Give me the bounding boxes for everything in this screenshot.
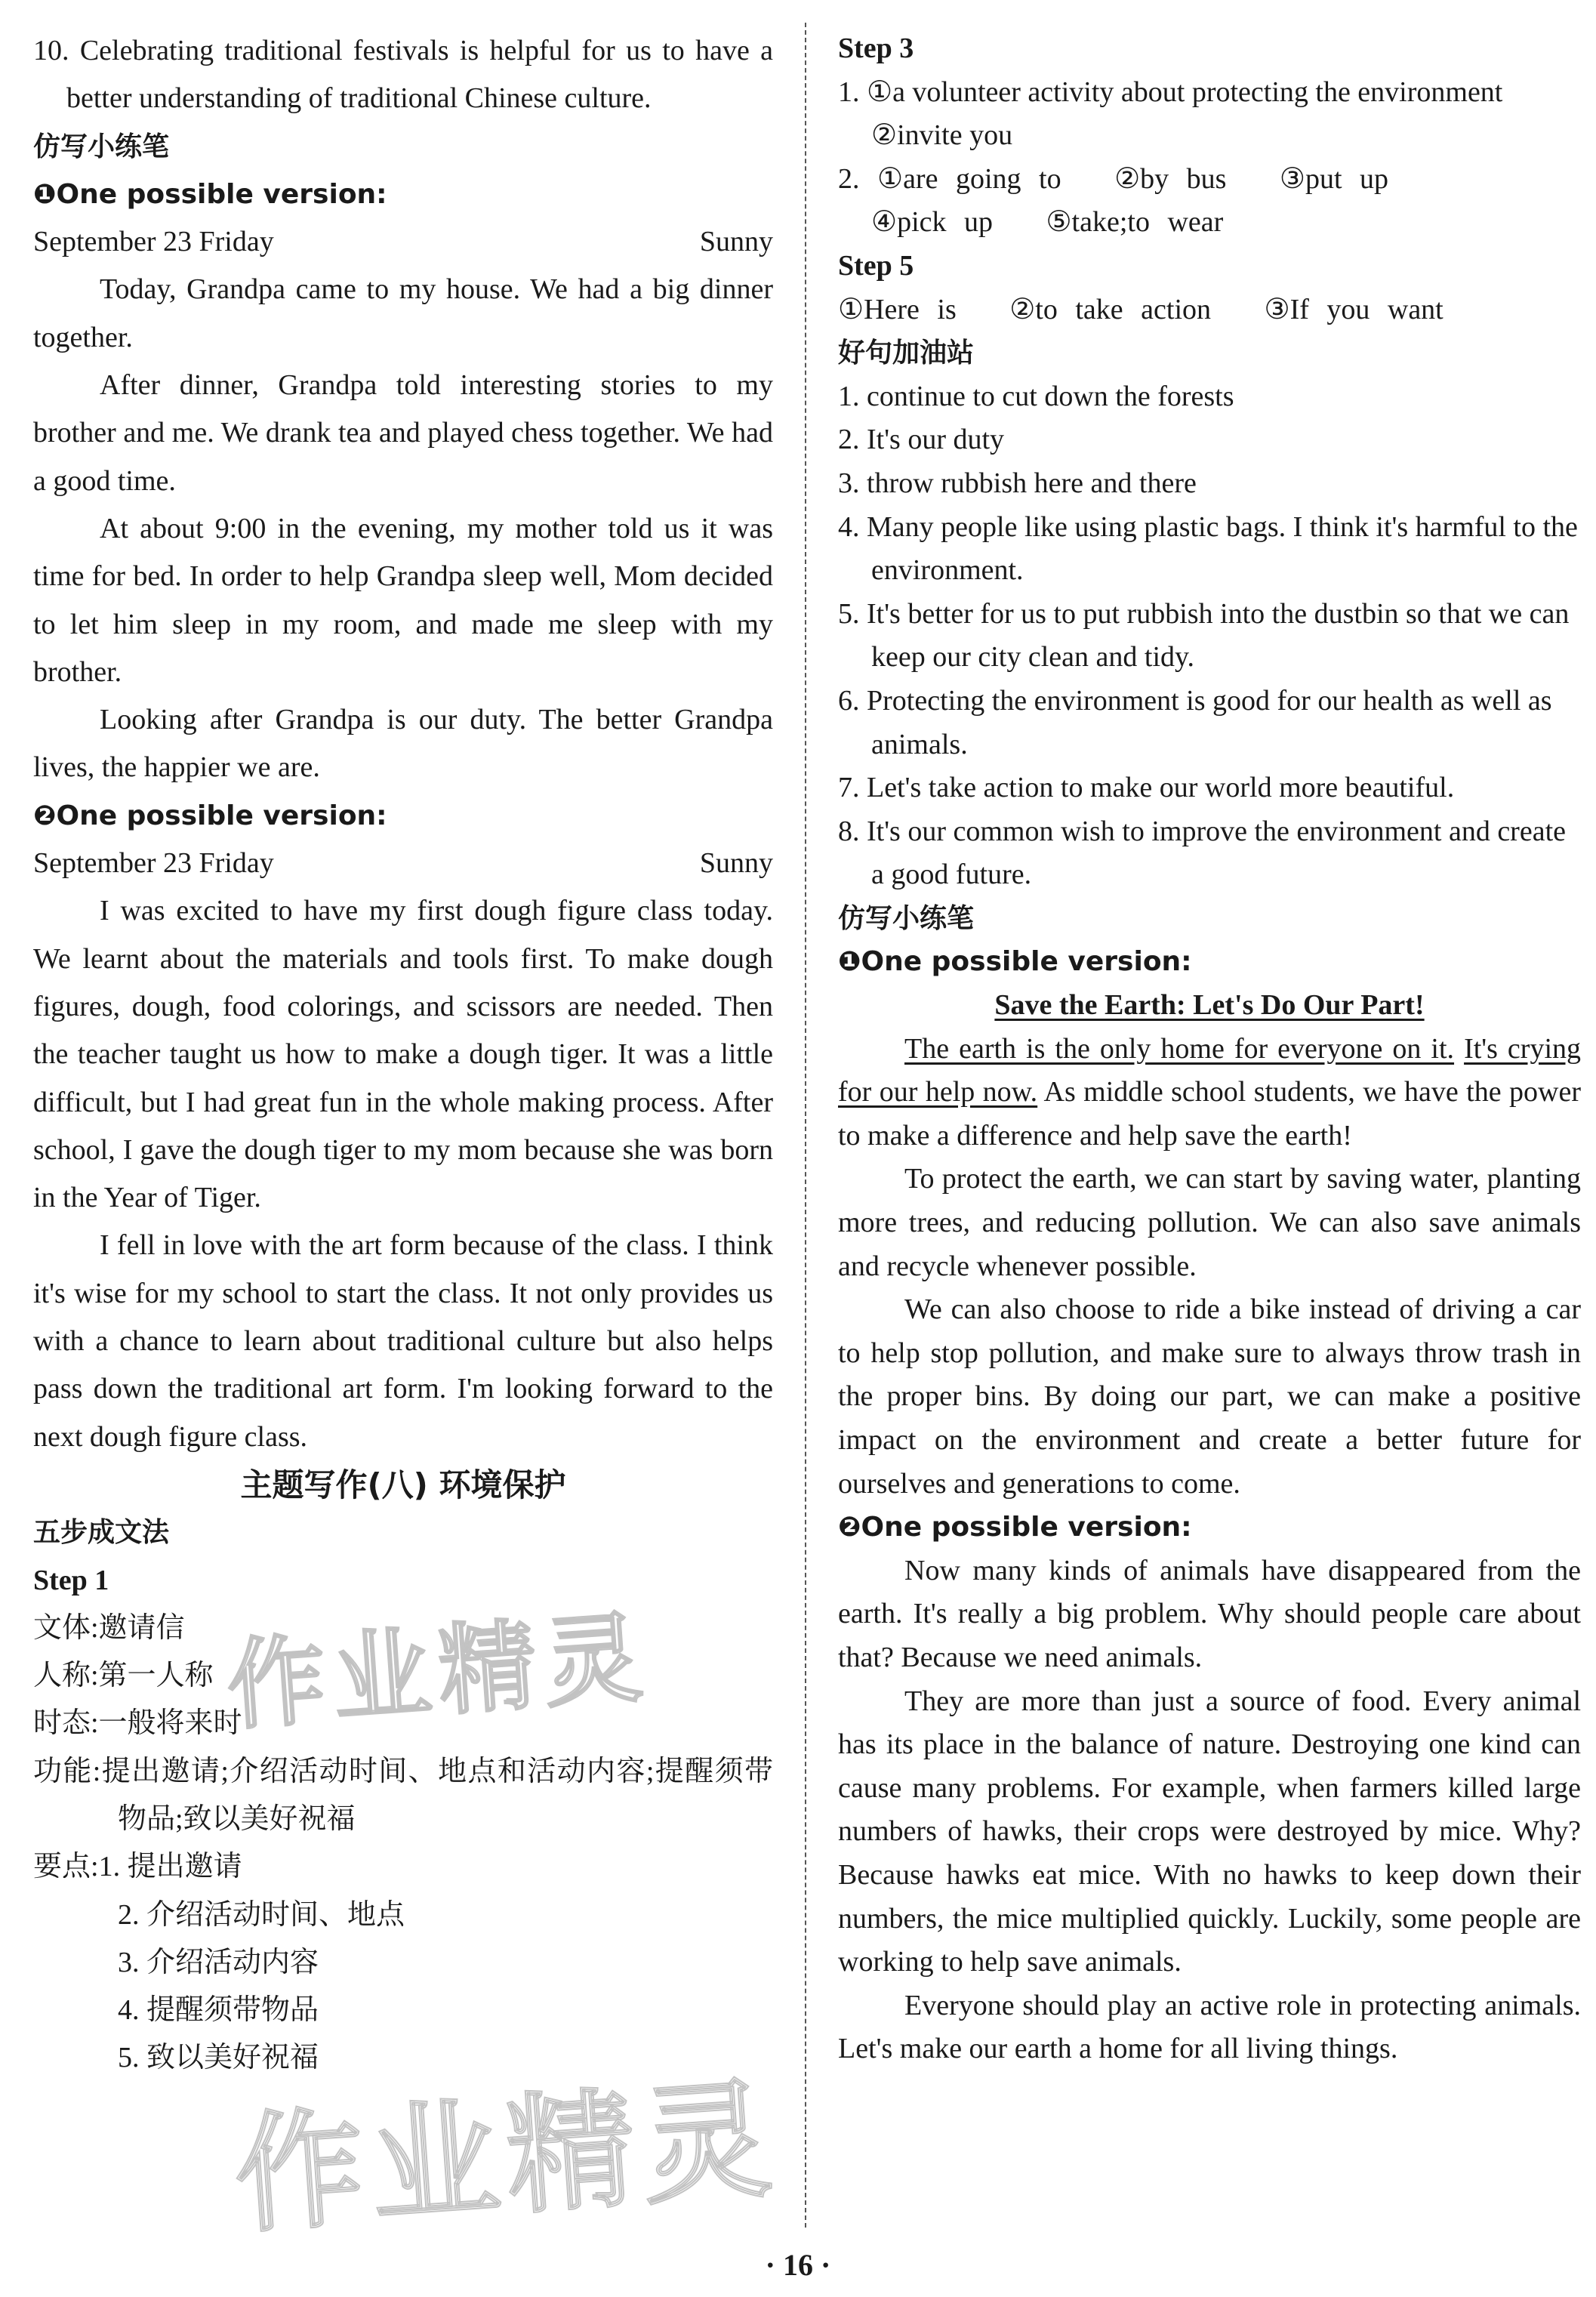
watermark: 作业精灵 [223, 1599, 654, 1744]
paragraph [838, 1028, 1581, 1158]
genre-line: 文体:邀请信 [33, 1611, 185, 1644]
paragraph: At about 9:00 in the evening, my mother told us it was time for bed. In order to help Grandpa sleep well, Mom decided to let him sleep in my room, and made me sleep with my brother. [33, 512, 773, 688]
answer-item-10: 10. Celebrating traditional festivals is helpful for us to have a better understanding of traditional Chinese culture. [33, 35, 773, 115]
topic-sentence: It's crying for our help now. [838, 1032, 1581, 1108]
topic-title: 主题写作(八) 环境保护 [240, 1466, 566, 1503]
sentence-item: 7. Let's take action to make our world more beautiful. [838, 772, 1455, 804]
step3-item-1-cont: ②invite you [871, 119, 1013, 152]
step3-item-2: 2. ①are going to ②by bus ③put up [838, 162, 1389, 195]
keypoint: 2. 介绍活动时间、地点 [118, 1898, 405, 1931]
tense-line: 时态:一般将来时 [33, 1707, 242, 1740]
keypoints-line [33, 1843, 773, 1891]
diary-date: September 23 Friday [33, 847, 274, 880]
step-1-heading: Step 1 [33, 1564, 109, 1596]
step3-item-2-cont: ④pick up ⑤take;to wear [871, 206, 1224, 239]
practice-heading: 仿写小练笔 [33, 131, 170, 162]
function-line: 功能:提出邀请;介绍活动时间、地点和活动内容;提醒须带物品;致以美好祝福 [33, 1755, 773, 1835]
paragraph: Now many kinds of animals have disappeared from the earth. It's really a big problem. Why should people care about that? Because we need animals. [838, 1554, 1581, 1673]
paragraph: Everyone should play an active role in protecting animals. Let's make our earth a home for all living things. [838, 1989, 1581, 2065]
keypoint: 1. 提出邀请 [98, 1851, 242, 1883]
practice-heading: 仿写小练笔 [838, 902, 975, 934]
sentence-item: 8. It's our common wish to improve the environment and create a good future. [838, 815, 1566, 891]
diary-header [33, 840, 773, 887]
diary-header [33, 218, 773, 266]
paragraph: After dinner, Grandpa told interesting stories to my brother and me. We drank tea and played chess together. We had a good time. [33, 369, 773, 497]
paragraph: Today, Grandpa came to my house. We had a big dinner together. [33, 273, 773, 353]
sentence-item: 3. throw rubbish here and there [838, 467, 1197, 499]
version-1-label: ❶One possible version: [838, 946, 1192, 978]
keypoints-label: 要点: [33, 1851, 99, 1883]
sentence-item: 2. It's our duty [838, 424, 1005, 456]
sentence-item: 6. Protecting the environment is good for our health as well as animals. [838, 684, 1552, 760]
diary-weather: Sunny [699, 847, 773, 880]
step-5-heading: Step 5 [838, 249, 914, 282]
page-number: · 16 · [765, 2248, 831, 2282]
column-divider [805, 23, 806, 2228]
paragraph: They are more than just a source of food. Every animal has its place in the balance of nature. Destroying one kind can cause many problems. For example, when farmers killed large numbers of hawks, their crops were destroyed by mice. Why? Because hawks eat mice. With no hawks to keep down their numbers, the mice multiplied quickly. Luckily, some people are working to help save animals. [838, 1685, 1581, 1978]
sentence-item: 4. Many people like using plastic bags. I think it's harmful to the environment. [838, 510, 1578, 587]
paragraph: Looking after Grandpa is our duty. The better Grandpa lives, the happier we are. [33, 704, 773, 784]
good-sentences-heading: 好句加油站 [838, 338, 975, 369]
five-steps-heading: 五步成文法 [33, 1517, 170, 1549]
topic-sentence: The earth is the only home for everyone on it. [904, 1032, 1455, 1065]
version-2-label: ❷One possible version: [838, 1512, 1192, 1543]
essay-title: Save the Earth: Let's Do Our Part! [994, 989, 1425, 1022]
left-column [33, 27, 773, 2083]
paragraph: We can also choose to ride a bike instead of driving a car to help stop pollution, and make sure to always throw trash in the proper bins. By doing our part, we can make a positive impact on the environment and create a better future for ourselves and generations to come. [838, 1293, 1581, 1500]
diary-weather: Sunny [699, 226, 773, 258]
keypoint: 3. 介绍活动内容 [118, 1946, 319, 1978]
version-1-label: ❶One possible version: [33, 178, 387, 210]
paragraph: To protect the earth, we can start by saving water, planting more trees, and reducing pollution. We can also save animals and recycle whenever possible. [838, 1163, 1581, 1282]
watermark: 作业精灵 [230, 2064, 784, 2252]
step3-item-1: 1. ①a volunteer activity about protecting the environment [838, 76, 1503, 108]
step5-answers: ①Here is ②to take action ③If you want [838, 293, 1443, 325]
person-line: 人称:第一人称 [33, 1660, 214, 1692]
keypoint: 4. 提醒须带物品 [118, 1994, 319, 2027]
paragraph-text: As middle school students, we have the power to make a difference and help save the earth! [838, 1076, 1581, 1152]
sentence-item: 5. It's better for us to put rubbish into the dustbin so that we can keep our city clean and tidy. [838, 597, 1570, 674]
step-3-heading: Step 3 [838, 32, 914, 64]
sentence-item: 1. continue to cut down the forests [838, 380, 1234, 412]
keypoint: 5. 致以美好祝福 [118, 2042, 319, 2074]
version-2-label: ❷One possible version: [33, 800, 387, 831]
paragraph: I was excited to have my first dough figure class today. We learnt about the materials and tools first. To make dough figures, dough, food colorings, and scissors are needed. Then the teacher taught us how to make a dough tiger. It was a little difficult, but I had great fun in the whole making process. After school, I gave the dough tiger to my mom because she was born in the Year of Tiger. [33, 895, 773, 1214]
paragraph: I fell in love with the art form because of the class. I think it's wise for my school to start the class. It not only provides us with a chance to learn about traditional culture but also helps pass down the traditional art form. I'm looking forward to the next dough figure class. [33, 1229, 773, 1453]
diary-date: September 23 Friday [33, 226, 274, 258]
right-column [838, 27, 1581, 2071]
